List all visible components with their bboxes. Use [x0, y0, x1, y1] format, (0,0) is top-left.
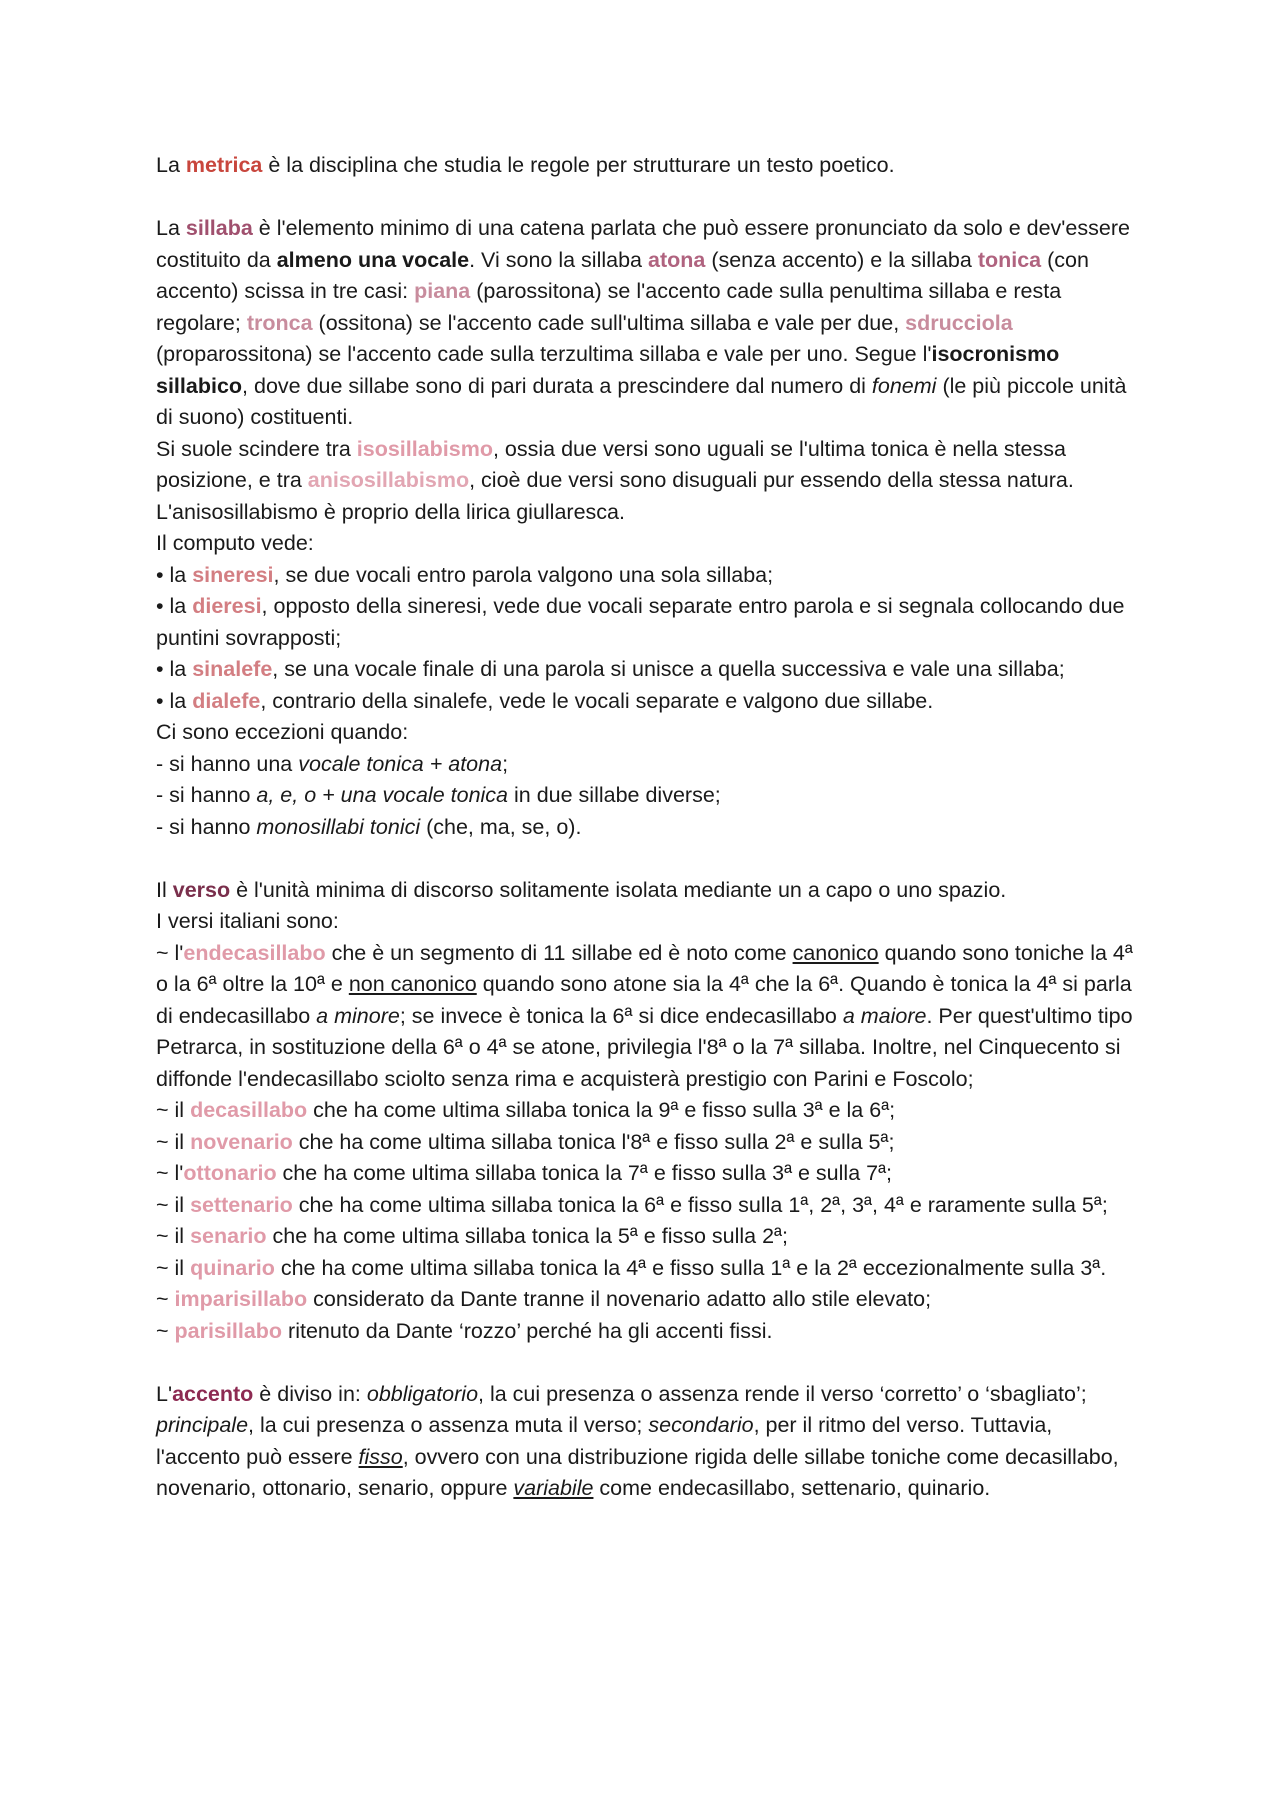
list-item-settenario: ~ il settenario che ha come ultima sillaba tonica la 6ª e fisso sulla 1ª, 2ª, 3ª, 4ª e raramente sulla 5ª; [156, 1192, 1108, 1217]
term-endecasillabo: endecasillabo [183, 940, 326, 965]
term-decasillabo: decasillabo [190, 1098, 308, 1122]
term-novenario: novenario [190, 1129, 293, 1154]
underline-canonico: canonico [792, 940, 879, 965]
term-quinario: quinario [190, 1255, 275, 1280]
term-isosillabismo: isosillabismo [356, 436, 493, 461]
term-ottonario: ottonario [183, 1161, 277, 1185]
term-atona: atona [648, 247, 706, 272]
paragraph-isosillabismo: Si suole scindere tra isosillabismo, ossia due versi sono uguali se l'ultima tonica è nella stessa posizione, e tra anisosillabismo, cioè due versi sono disuguali pur essendo della stessa natura. L'anisosillabismo è proprio della lirica giullaresca. [156, 436, 1074, 524]
eccezione-1: - si hanno una vocale tonica + atona; [156, 751, 509, 776]
term-sineresi: sineresi [192, 562, 274, 587]
list-item-parisillabo: ~ parisillabo ritenuto da Dante ‘rozzo’ perché ha gli accenti fissi. [156, 1318, 773, 1343]
underline-non-canonico: non canonico [348, 972, 477, 996]
term-sillaba: sillaba [185, 216, 253, 240]
term-dieresi: dieresi [192, 594, 262, 618]
term-anisosillabismo: anisosillabismo [307, 468, 470, 492]
computo-intro: Il computo vede: [156, 531, 314, 555]
italic-fonemi: fonemi [871, 373, 937, 398]
document-page [156, 150, 1136, 1505]
term-sdrucciola: sdrucciola [905, 310, 1013, 335]
term-dialefe: dialefe [192, 688, 261, 713]
term-sinalefe: sinalefe [192, 657, 273, 681]
paragraph-verso: Il verso è l'unità minima di discorso solitamente isolata mediante un a capo o uno spazio. [156, 877, 1007, 902]
term-tonica: tonica [977, 247, 1042, 272]
list-item-quinario: ~ il quinario che ha come ultima sillaba tonica la 4ª e fisso sulla 1ª e la 2ª eccezionalmente sulla 3ª. [156, 1255, 1107, 1280]
list-item-dialefe: • la dialefe, contrario della sinalefe, vede le vocali separate e valgono due sillabe. [156, 688, 934, 713]
paragraph-accento: L'accento è diviso in: obbligatorio, la cui presenza o assenza rende il verso ‘corretto’ o ‘sbagliato’; principale, la cui presenza o assenza muta il verso; secondario, per il ritmo del verso. Tuttavia, l'accento può essere fisso, ovvero con una distribuzione rigida delle sillabe toniche come decasillabo, novenario, ottonario, senario, oppure variabile come endecasillabo, settenario, quinario. [156, 1381, 1119, 1500]
term-piana: piana [414, 279, 471, 303]
versi-intro: I versi italiani sono: [156, 909, 339, 933]
paragraph-sillaba: La sillaba è l'elemento minimo di una catena parlata che può essere pronunciato da solo e dev'essere costituito da almeno una vocale. Vi sono la sillaba atona (senza accento) e la sillaba tonica (con accento) scissa in tre casi: piana (parossitona) se l'accento cade sulla penultima sillaba e resta regolare; tronca (ossitona) se l'accento cade sull'ultima sillaba e vale per due, sdrucciola (proparossitona) se l'accento cade sulla terzultima sillaba e vale per uno. Segue l'isocronismo sillabico, dove due sillabe sono di pari durata a prescindere dal numero di fonemi (le più piccole unità di suono) costituenti. [156, 216, 1130, 429]
term-metrica: metrica [185, 153, 263, 177]
spacer [156, 843, 1136, 875]
term-senario: senario [190, 1224, 267, 1248]
list-item-imparisillabo: ~ imparisillabo considerato da Dante tranne il novenario adatto allo stile elevato; [156, 1287, 932, 1311]
list-item-sineresi: • la sineresi, se due vocali entro parola valgono una sola sillaba; [156, 562, 774, 587]
list-item-sinalefe: • la sinalefe, se una vocale finale di una parola si unisce a quella successiva e vale una sillaba; [156, 657, 1065, 681]
term-verso: verso [172, 877, 231, 902]
eccezione-3: - si hanno monosillabi tonici (che, ma, se, o). [156, 814, 582, 839]
spacer [156, 182, 1136, 214]
underline-variabile: variabile [513, 1476, 594, 1500]
bold-isocronismo: isocronismo sillabico [156, 342, 1060, 398]
eccezioni-intro: Ci sono eccezioni quando: [156, 720, 409, 744]
paragraph-metrica: La metrica è la disciplina che studia le regole per strutturare un testo poetico. [156, 153, 895, 177]
term-settenario: settenario [190, 1192, 293, 1217]
term-tronca: tronca [246, 310, 313, 335]
list-item-novenario: ~ il novenario che ha come ultima sillaba tonica l'8ª e fisso sulla 2ª e sulla 5ª; [156, 1129, 895, 1154]
bold-almeno-una-vocale: almeno una vocale [276, 247, 470, 272]
list-item-dieresi: • la dieresi, opposto della sineresi, vede due vocali separate entro parola e si segnala collocando due puntini sovrapposti; [156, 594, 1125, 650]
list-item-senario: ~ il senario che ha come ultima sillaba tonica la 5ª e fisso sulla 2ª; [156, 1224, 788, 1248]
term-accento: accento [172, 1381, 254, 1406]
eccezione-2: - si hanno a, e, o + una vocale tonica in due sillabe diverse; [156, 783, 721, 807]
list-item-ottonario: ~ l'ottonario che ha come ultima sillaba tonica la 7ª e fisso sulla 3ª e sulla 7ª; [156, 1161, 893, 1185]
list-item-decasillabo: ~ il decasillabo che ha come ultima sillaba tonica la 9ª e fisso sulla 3ª e la 6ª; [156, 1098, 896, 1122]
term-imparisillabo: imparisillabo [174, 1287, 308, 1311]
underline-fisso: fisso [358, 1444, 403, 1469]
spacer [156, 1347, 1136, 1379]
list-item-endecasillabo: ~ l'endecasillabo che è un segmento di 11 sillabe ed è noto come canonico quando sono toniche la 4ª o la 6ª oltre la 10ª e non canonico quando sono atone sia la 4ª che la 6ª. Quando è tonica la 4ª si parla di endecasillabo a minore; se invece è tonica la 6ª si dice endecasillabo a maiore. Per quest'ultimo tipo Petrarca, in sostituzione della 6ª o 4ª se atone, privilegia l'8ª o la 7ª sillaba. Inoltre, nel Cinquecento si diffonde l'endecasillabo sciolto senza rima e acquisterà prestigio con Parini e Foscolo; [156, 940, 1133, 1091]
term-parisillabo: parisillabo [174, 1318, 283, 1343]
